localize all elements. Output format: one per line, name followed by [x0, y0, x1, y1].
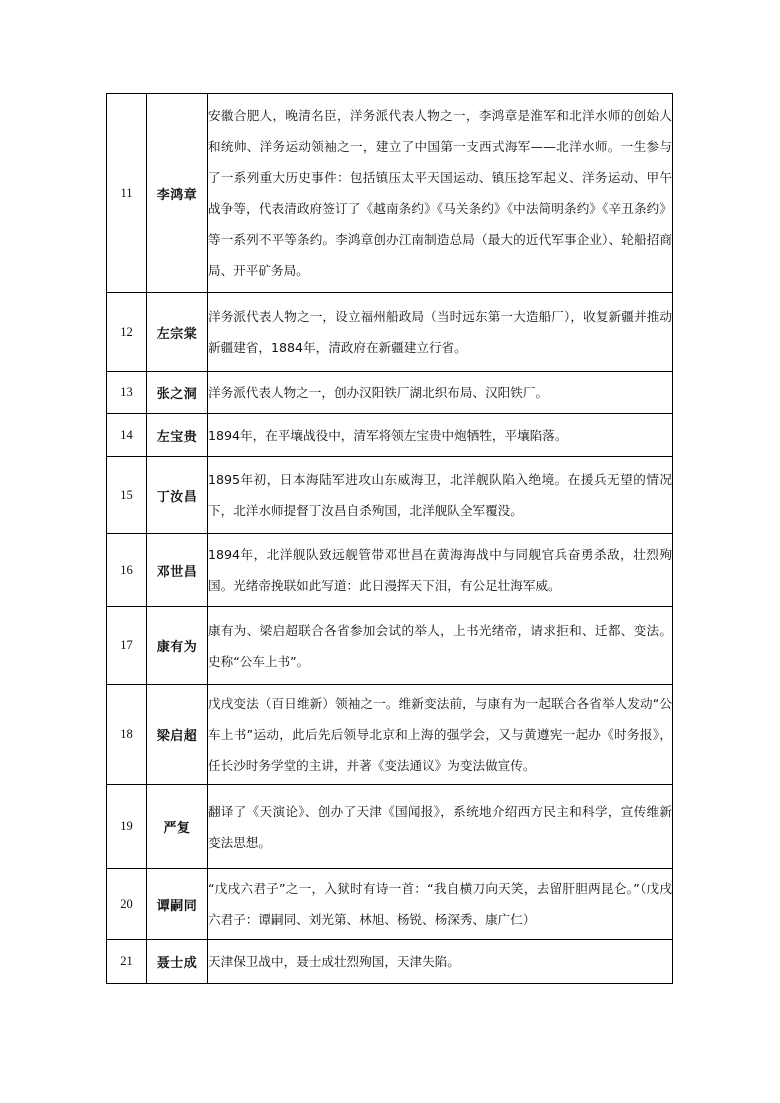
table-row — [107, 607, 673, 685]
person-description: 康有为、梁启超联合各省参加会试的举人，上书光绪帝，请求拒和、迁都、变法。史称“公车上书”。 — [208, 607, 673, 685]
row-number: 14 — [107, 414, 147, 457]
row-number: 18 — [107, 685, 147, 785]
person-name: 左宝贵 — [147, 414, 208, 457]
table-row — [107, 869, 673, 940]
person-description: 洋务派代表人物之一，创办汉阳铁厂湖北织布局、汉阳铁厂。 — [208, 372, 673, 414]
person-description: 安徽合肥人，晚清名臣，洋务派代表人物之一，李鸿章是淮军和北洋水师的创始人和统帅、洋务运动领袖之一，建立了中国第一支西式海军——北洋水师。一生参与了一系列重大历史事件：包括镇压太平天国运动、镇压捻军起义、洋务运动、甲午战争等，代表清政府签订了《越南条约》《马关条约》《中法简明条约》《辛丑条约》等一系列不平等条约。李鸿章创办江南制造总局（最大的近代军事企业）、轮船招商局、开平矿务局。 — [208, 94, 673, 293]
row-number: 20 — [107, 869, 147, 940]
table-row — [107, 372, 673, 414]
person-name: 梁启超 — [147, 685, 208, 785]
person-name: 李鸿章 — [147, 94, 208, 293]
table-row — [107, 293, 673, 372]
table-row — [107, 685, 673, 785]
person-name: 谭嗣同 — [147, 869, 208, 940]
person-description: 1894年，在平壤战役中，清军将领左宝贵中炮牺牲，平壤陷落。 — [208, 414, 673, 457]
person-description: 戊戌变法（百日维新）领袖之一。维新变法前，与康有为一起联合各省举人发动“公车上书”运动，此后先后领导北京和上海的强学会，又与黄遵宪一起办《时务报》，任长沙时务学堂的主讲，并著《变法通议》为变法做宣传。 — [208, 685, 673, 785]
row-number: 13 — [107, 372, 147, 414]
table-row — [107, 534, 673, 607]
person-description: 天津保卫战中，聂士成壮烈殉国，天津失陷。 — [208, 940, 673, 984]
person-name: 聂士成 — [147, 940, 208, 984]
row-number: 12 — [107, 293, 147, 372]
person-description: 1894年，北洋舰队致远舰管带邓世昌在黄海海战中与同舰官兵奋勇杀敌，壮烈殉国。光绪帝挽联如此写道：此日漫挥天下泪，有公足壮海军威。 — [208, 534, 673, 607]
person-description: 翻译了《天演论》、创办了天津《国闻报》，系统地介绍西方民主和科学，宣传维新变法思想。 — [208, 785, 673, 869]
person-name: 康有为 — [147, 607, 208, 685]
table-row — [107, 457, 673, 534]
person-description: 1895年初，日本海陆军进攻山东威海卫，北洋舰队陷入绝境。在援兵无望的情况下，北洋水师提督丁汝昌自杀殉国，北洋舰队全军覆没。 — [208, 457, 673, 534]
person-description: “戊戌六君子”之一，入狱时有诗一首：“我自横刀向天笑，去留肝胆两昆仑。”（戊戌六君子：谭嗣同、刘光第、林旭、杨锐、杨深秀、康广仁） — [208, 869, 673, 940]
person-name: 邓世昌 — [147, 534, 208, 607]
row-number: 15 — [107, 457, 147, 534]
row-number: 16 — [107, 534, 147, 607]
historical-figures-table — [106, 93, 673, 984]
document-page — [106, 93, 673, 984]
person-name: 张之洞 — [147, 372, 208, 414]
table-row — [107, 94, 673, 293]
row-number: 17 — [107, 607, 147, 685]
row-number: 21 — [107, 940, 147, 984]
table-row — [107, 414, 673, 457]
person-name: 严复 — [147, 785, 208, 869]
person-name: 左宗棠 — [147, 293, 208, 372]
person-description: 洋务派代表人物之一，设立福州船政局（当时远东第一大造船厂），收复新疆并推动新疆建省，1884年，清政府在新疆建立行省。 — [208, 293, 673, 372]
row-number: 19 — [107, 785, 147, 869]
row-number: 11 — [107, 94, 147, 293]
table-row — [107, 940, 673, 984]
table-row — [107, 785, 673, 869]
person-name: 丁汝昌 — [147, 457, 208, 534]
